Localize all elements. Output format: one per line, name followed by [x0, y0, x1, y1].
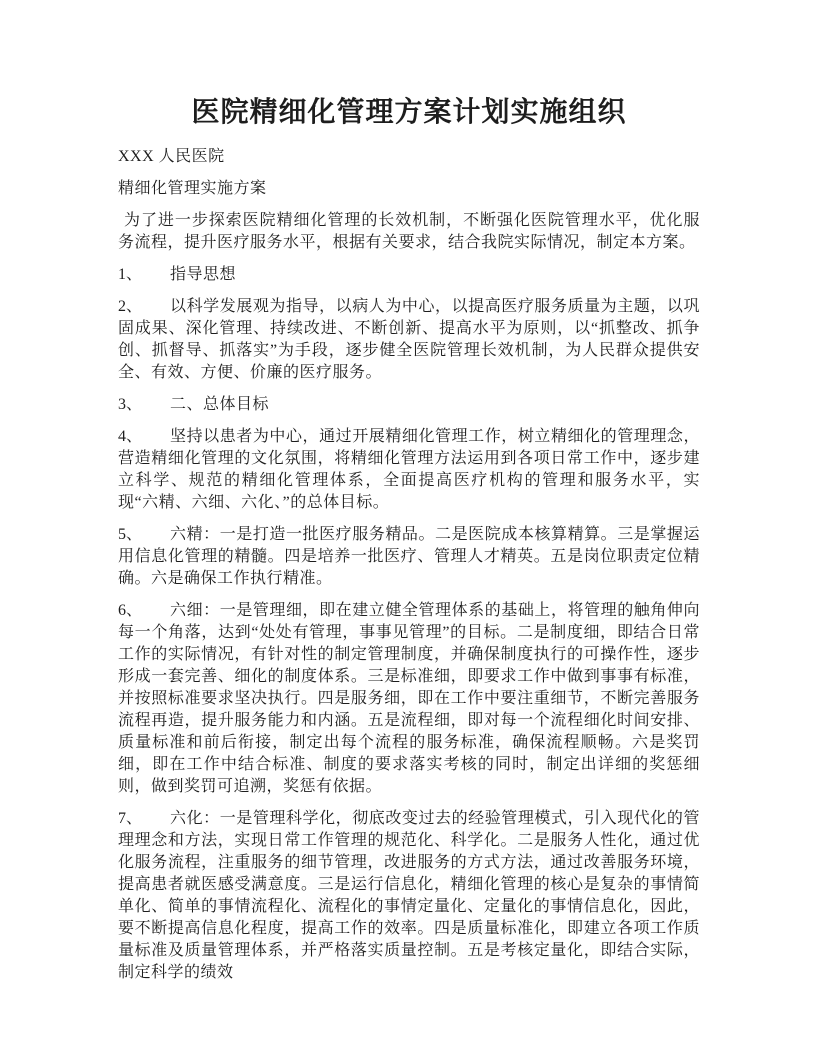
- numbered-paragraph-5: [118, 524, 700, 590]
- paragraph-text: 以科学发展观为指导，以病人为中心，以提高医疗服务质量为主题，以巩固成果、深化管理、持续改进、不断创新、提高水平为原则，以“抓整改、抓争创、抓督导、抓落实”为手段，逐步健全医院管理长效机制，为人民群众提供安全、有效、方便、价廉的医疗服务。: [118, 298, 700, 381]
- document-title: 医院精细化管理方案计划实施组织: [191, 97, 627, 128]
- paragraph-number: 7、: [118, 810, 143, 827]
- paragraph-text: 六精：一是打造一批医疗服务精品。二是医院成本核算精算。三是掌握运用信息化管理的精髓。四是培养一批医疗、管理人才精英。五是岗位职责定位精确。六是确保工作执行精准。: [118, 526, 700, 587]
- paragraph-text: 指导思想: [170, 266, 237, 283]
- paragraph-number: 5、: [118, 526, 143, 543]
- paragraph-number: 6、: [118, 602, 143, 619]
- numbered-paragraph-1: [118, 264, 700, 286]
- paragraph-hospital-name: XXX 人民医院: [118, 148, 225, 165]
- paragraph-number: 1、: [118, 266, 143, 283]
- paragraph-text: 六细：一是管理细，即在建立健全管理体系的基础上，将管理的触角伸向每一个角落，达到“处处有管理，事事见管理”的目标。二是制度细，即结合日常工作的实际情况，有针对性的制定管理制度，并确保制度执行的可操作性，逐步形成一套完善、细化的制度体系。三是标准细，即要求工作中做到事事有标准，并按照标准要求坚决执行。四是服务细，即在工作中要注重细节，不断完善服务流程再造，提升服务能力和内涵。五是流程细，即对每一个流程细化时间安排、质量标准和前后衔接，制定出每个流程的服务标准，确保流程顺畅。六是奖罚细，即在工作中结合标准、制度的要求落实考核的同时，制定出详细的奖惩细则，做到奖罚可追溯，奖惩有依据。: [118, 602, 700, 795]
- numbered-paragraph-6: [118, 600, 700, 798]
- paragraph-number: 3、: [118, 396, 143, 413]
- numbered-paragraph-7: [118, 808, 700, 984]
- paragraph-text: 二、总体目标: [170, 396, 270, 413]
- paragraph-plan-subtitle: 精细化管理实施方案: [118, 180, 267, 197]
- paragraph-text: 坚持以患者为中心，通过开展精细化管理工作，树立精细化的管理理念，营造精细化管理的文化氛围，将精细化管理方法运用到各项日常工作中，逐步建立科学、规范的精细化管理体系，全面提高医疗机构的管理和服务水平，实现“六精、六细、六化、”的总体目标。: [118, 428, 700, 511]
- numbered-paragraph-4: [118, 426, 700, 514]
- numbered-paragraph-3: [118, 394, 700, 416]
- paragraph-intro: 为了进一步探索医院精细化管理的长效机制，不断强化医院管理水平，优化服务流程，提升医疗服务水平，根据有关要求，结合我院实际情况，制定本方案。: [118, 212, 700, 251]
- paragraph-text: 六化：一是管理科学化，彻底改变过去的经验管理模式，引入现代化的管理理念和方法，实现日常工作管理的规范化、科学化。二是服务人性化，通过优化服务流程，注重服务的细节管理，改进服务的方式方法，通过改善服务环境，提高患者就医感受满意度。三是运行信息化，精细化管理的核心是复杂的事情简单化、简单的事情流程化、流程化的事情定量化、定量化的事情信息化，因此，要不断提高信息化程度，提高工作的效率。四是质量标准化，即建立各项工作质量标准及质量管理体系，并严格落实质量控制。五是考核定量化，即结合实际，制定科学的绩效: [118, 810, 700, 981]
- numbered-paragraph-2: [118, 296, 700, 384]
- paragraph-number: 2、: [118, 298, 143, 315]
- paragraph-number: 4、: [118, 428, 143, 445]
